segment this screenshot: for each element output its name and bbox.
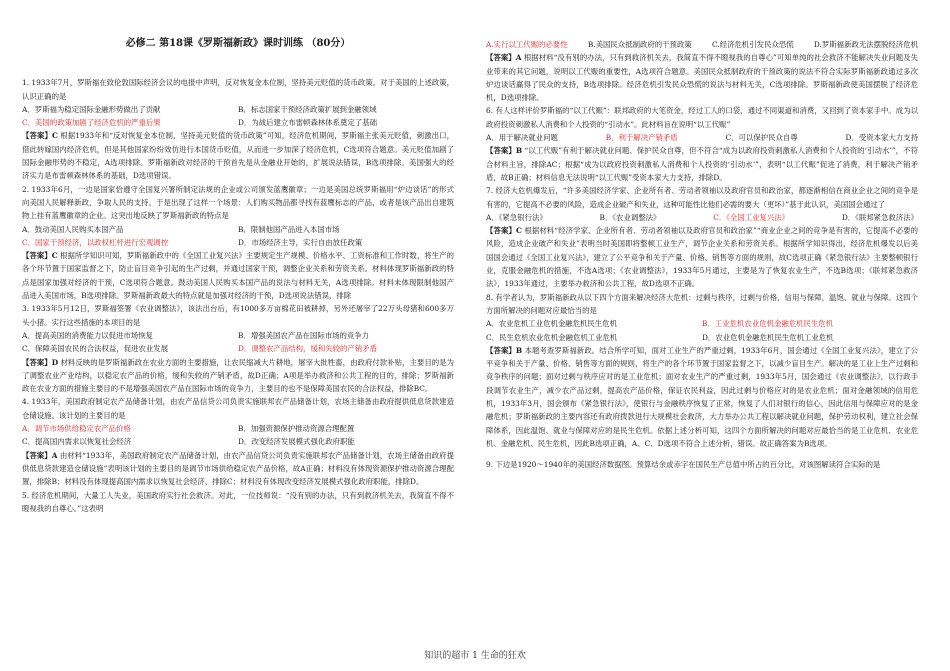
answer-option: D．农业危机金融危机民生危机工业危机 <box>702 332 834 342</box>
answer-option: C．《全国工业复兴法》 <box>713 212 790 222</box>
question-text: 7. 经济大危机爆发后，“许多美国经济学家、企业所有者、劳动者领袖以及政府官员和政治家，都逐渐相信在商业企业之间的竞争是有害的，它提高不必要的风险，造成企业破产和失业，这种可能性比他们必需的要大（更坏）”基于此认识，美国国会通过了 <box>486 186 918 209</box>
answer-options <box>486 211 918 224</box>
answer-option: D．改变经济发展模式强化政府职能 <box>238 437 355 447</box>
answer-option: D．为战后建立布雷顿森林体系奠定了基础 <box>238 118 377 128</box>
answer-option: B．工业危机农业危机金融危机民生危机 <box>702 319 834 329</box>
page-footer: 知识的超市 1 生命的狂欢 <box>424 651 526 661</box>
answer-option: A．调节市场供给稳定农产品价格 <box>22 424 131 434</box>
answer-option: A．罗斯福为稳定国际金融形势做出了贡献 <box>22 104 161 114</box>
answer-option: A．提高美国的消费能力以促进市场恢复 <box>22 330 153 340</box>
answer-option: B.美国民众抵制政府的干预政策 <box>587 40 692 49</box>
answer-option: A.实行以工代赈的必要性 <box>486 40 568 49</box>
answer-options <box>486 38 918 51</box>
question-text: 3. 1933年5月12日，罗斯福签署《农业调整法》，该法出台后，有1000多万亩棉花田被耕掉，另外还屠宰了22万头母猪和600多万头小猪。实行这些措施的本项目的是 <box>22 304 454 327</box>
answer-explanation: 【答案】C 根据材料“经济学家、企业所有者、劳动者领袖以及政府官员和政治家”“商业企业之间的竞争是有害的，它提高不必要的风险，造成企业破产和失业”表明当时美国即将整顿工业生产，调节企业关系和劳资关系。根据所学知识得出，经济危机爆发以后美国国会通过《全国工业复兴法》，建立了公平竞争和关于产量、价格、销售等方面的规则，故C选项正确《紧急银行法》主要整顿银行业，克服金融危机的措施，不选A选项；《农业调整法》，1933年5月通过，主要是为了恢复农业生产，不选B选项；《联邦紧急救济法》，1933年通过，主要举办救济和公共工程，故D选项不正确。 <box>486 226 918 289</box>
answer-option: B．加强资源保护推动资源合理配置 <box>238 424 355 434</box>
answer-explanation: 【答案】A 根据材料“没有别的办法，只有到救济机关去，我简直不得不瞪视我的自尊心”可知单纯的社会救济不能解决失业问题及失业带来的其它问题，说明以工代赈的重要性，A选项符合题意。美国民众抵制政府的干预政策的说法不符合实际罗斯福新政通过多次炉边谈话赢得了民众的支持，B选项排除。经济危机引发民众恐慌的说法与材料无关，C选项排除。罗斯福新政使美国摆脱了经济危机，D选项排除。 <box>486 53 918 103</box>
answer-options <box>22 422 454 449</box>
answer-options <box>486 317 918 344</box>
answer-explanation: 【答案】B “以工代赈”有利于解决就业问题、保护民众自尊，但不符合“成为以政府投资刺激私人消费和个人投资的‘引动水’”，不符合材料主旨，排除AC；根据“成为以政府投资刺激私人消费和个人投资的‘引动水’”，表明“以工代赈”促进了消费，利于解决产销矛盾，故B正确；材料信息无法说明“以工代赈”受资本家大力支持，排除D。 <box>486 146 919 182</box>
answer-option: C．可以保护民众自尊 <box>725 133 798 143</box>
answer-option: B．标志国家干预经济政策扩展到金融领域 <box>238 104 377 114</box>
answer-options <box>22 329 454 356</box>
answer-option: B．利于解决产销矛盾 <box>605 133 678 143</box>
right-content <box>486 38 918 472</box>
answer-explanation: 【答案】C 根据1933年和“反对恢复金本位制，坚持美元贬值的货币政策”可知，经济危机期间，罗斯福主张美元贬值，刺激出口，借此转嫁国内经济危机，但是其他国家纷纷效仿进行本国货币贬值，从而进一步加深了经济危机，C选项符合题意。美元贬值加剧了国际金融形势的不稳定，A选项排除。罗斯福新政对经济的干预首先是从金融业开始的，扩展说法错误，B选项排除。美国强大的经济实力是布雷顿森林体系的基础，D选项错误。 <box>22 131 454 181</box>
answer-option: D．调整农产品结构，缓和失较的产销矛盾 <box>238 344 377 354</box>
answer-label: 【答案】B <box>486 146 523 156</box>
answer-explanation: 【答案】B 本题考查罗斯福新政。结合所学可知，面对工业生产的严重过剩，1933年6月，国会通过《全国工业复兴法》，建立了公平竞争和关于产量、价格、销售等方面的规则，将生产的各个环节置于国家监督之下，以减少盲目生产。解决的是工业上生产过剩和竞争秩序的问题；面对过剩与秩序应对的是工业危机；面对农业生产的严重过剩，1933年5月，国会通过《农业调整法》，以行政手段调节农业生产，减少农产品过剩，提高农产品价格，保证农民利益，因此过剩与价格应对的是农业危机；面对金融领域的信用危机，1933年3月，国会颁布《紧急银行法》，使银行与金融秩序恢复了正常，恢复了人们对银行的信心，因此信用与保障应对的是金融危机；罗斯福新政的主要内容还有政府拨款进行大规模社会救济，大力举办公共工程以解决就业问题，保护劳动权利，建立社会保障体系，因此温饱、就业与保障对应的是民生危机。依据上述分析可知，这四个方面所解决的问题对应最恰当的是工业危机、农业危机、金融危机、民生危机，因此B选项正确，A、C、D选项不符合上述分析，错误。故正确答案为B选项。 <box>486 345 919 448</box>
answer-explanation: 【答案】C 根据所学知识可知，罗斯福新政中的《全国工业复兴法》主要规定生产规模、价格水平、工资标准和工作时数，将生产的各个环节置于国家监督之下，防止盲目竞争引起的生产过剩，并通过国家干预，调整企业关系和劳资关系。材料体现罗斯福新政的特点是国家加强对经济的干预，C选项符合题意。鼓动美国人民购买本国产品的说法与材料无关，A选项排除。材料未体现限制他国产品进入美国市场，B选项排除。罗斯福新政最大的特点就是加强对经济的干预，D选项说法错误，排除 <box>22 251 454 301</box>
answer-option: D．受资本家大力支持 <box>845 133 918 143</box>
answer-label: 【答案】A <box>22 450 58 460</box>
question-text: 1. 1933年7月，罗斯福在致伦敦国际经济会议的电报中声明，反对恢复金本位制，坚持美元贬值的货币政策。对于美国的上述政策，认识正确的是 <box>22 78 455 101</box>
answer-label: 【答案】C <box>486 226 522 236</box>
answer-options <box>22 223 454 250</box>
answer-option: C.经济危机引发民众恐慌 <box>711 40 794 49</box>
answer-option: A．农业危机工业危机金融危机民生危机 <box>486 319 617 329</box>
question-text: 5. 经济危机期间，大量工人失业，美国政府实行社会救济。对此，一位技师说：“没有别的办法，只有到救济机关去，我简直不得不瞪视我的自尊心。”这表明 <box>22 490 454 513</box>
answer-option: D.罗斯福新政无法摆脱经济危机 <box>813 40 918 49</box>
left-column <box>22 0 454 515</box>
question-text: 4. 1933年，美国政府制定农产品储备计划，由农产品信贷公司负责实施联邦农产品储备计划，农场主储备由政府提供低息贷款建造仓储设施。该计划的主要目的是 <box>22 397 454 420</box>
answer-label: 【答案】B <box>486 345 523 355</box>
answer-label: 【答案】D <box>22 357 59 367</box>
answer-options <box>486 131 918 144</box>
answer-option: B．限制他国产品进入本国市场 <box>238 224 340 234</box>
right-column <box>486 0 918 472</box>
question-text: 9. 下边是1920～1940年的美国经济数据图。预算结余或赤字在国民生产总值中所占的百分比，对该图解读符合实际的是 <box>486 460 881 470</box>
answer-label: 【答案】C <box>22 251 58 261</box>
answer-explanation: 【答案】D 材料反映的是罗斯福新政在农业方面的主要措施，让农民缩减大片耕地，屠宰大批牲畜，由政府付款补贴，主要目的是为了调整农业产业结构，以稳定农产品的价格，缓和失较的产销矛盾，故D正确；A项是举办救济和公共工程的目的，排除；罗斯福新政在农业方面的措施主要目的不是增强美国农产品在国际市场的竞争力，主要目的也不是保障美国农民的合法权益，排除BC。 <box>22 357 454 394</box>
answer-option: C．国家干预经济，以政权杠杆进行宏观调控 <box>22 237 169 247</box>
answer-label: 【答案】A <box>486 53 522 63</box>
answer-option: C．美国的政策加剧了经济危机的严重后果 <box>22 118 161 128</box>
question-text: 8. 有学者认为，罗斯福新政从以下四个方面来解决经济大危机：过剩与秩序，过剩与价格，信用与保障，温饱、就业与保障。这四个方面所解决的问题对应最恰当的是 <box>486 292 918 315</box>
answer-option: A．《紧急银行法》 <box>486 212 547 222</box>
answer-option: C．民生危机农业危机金融危机工业危机 <box>486 332 618 342</box>
answer-option: C．提高国内需求以恢复社会经济 <box>22 437 132 447</box>
answer-option: B．《农业调整法》 <box>599 212 661 222</box>
answer-option: D．市场经济主导，实行自由放任政策 <box>238 237 363 247</box>
left-content <box>22 76 454 515</box>
answer-label: 【答案】C <box>22 131 58 141</box>
answer-option: B．增强美国农产品在国际市场的竞争力 <box>238 330 370 340</box>
answer-options <box>22 103 454 130</box>
answer-explanation: 【答案】A 由材料“1933年，美国政府制定农产品储备计划，由农产品信贷公司负责实施联邦农产品储备计划，农场主储备由政府提供低息贷款建造仓储设施”表明该计划的主要目的是调节市场供给稳定农产品价格，故A正确；材料没有体现资源保护推动资源合理配置，排除B；材料没有体现提高国内需求以恢复社会经济，排除C；材料没有体现改变经济发展模式强化政府职能，排除D。 <box>22 450 454 487</box>
answer-option: A．鼓动美国人民购买本国产品 <box>22 224 124 234</box>
question-text: 2. 1933年6月，一边是国家恰遵守全国复兴署所制定法规的企业或公司颁发蓝鹰徽章；一边是美国总统罗斯福用“炉边谈话”的形式向美国人民解释新政，争取人民的支持。于是出现了这样一个场景：人们购买物品都寻找有蓝鹰标志的产品，或者是该产品出自建筑物上挂有蓝鹰徽章的企业。这突出地反映了罗斯福新政的特点是 <box>22 184 454 221</box>
answer-option: C．保障美国农民的合法权益，促进农业发展 <box>22 344 169 354</box>
question-text: 6. 有人这样评价罗斯福的“以工代赈”：联邦政府的大笔资金，经过工人的口袋，通过不同渠道和消费，又回到了资本家手中。成为以政府投资刺激私人消费和个人投资的“引动水”。此材料旨在说明“以工代赈” <box>486 106 918 129</box>
answer-option: A．用于解决就业问题 <box>486 133 558 143</box>
answer-option: D．《联邦紧急救济法》 <box>841 212 918 222</box>
page-title: 必修二 第18课《罗斯福新政》课时训练 （80分） <box>125 38 351 49</box>
